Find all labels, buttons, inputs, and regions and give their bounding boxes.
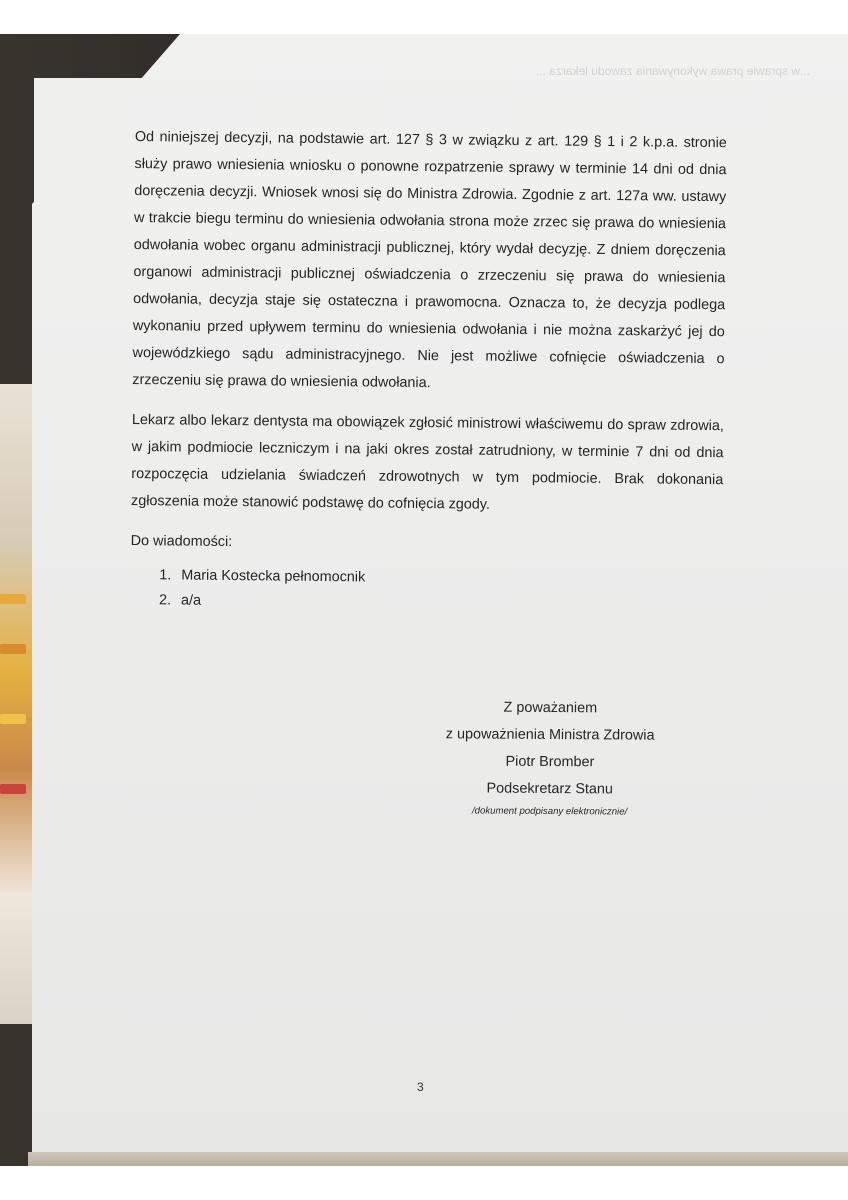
appeal-paragraph: Od niniejszej decyzji, na podstawie art. 127 § 3 w związku z art. 129 § 1 i 2 k.p.a. stronie służy prawo wniesienia wniosku o ponowne rozpatrzenie sprawy w terminie 14 dni od dnia doręczenia decyzji. Wniosek wnosi się do Ministra Zdrowia. Zgodnie z art. 127a ww. ustawy w trakcie biegu terminu do wniesienia odwołania strona może zrzec się prawa do wniesienia odwołania wobec organu administracji publicznej, który wydał decyzję. Z dniem doręczenia organowi administracji publicznej oświadczenia o zrzeczeniu się prawa do wniesienia odwołania, decyzja staje się ostateczna i prawomocna. Oznacza to, że decyzja podlega wykonaniu przed upływem terminu do wniesienia odwołania i nie można zaskarżyć jej do wojewódzkiego sądu administracyjnego. Nie jest możliwe cofnięcie oświadczenia o zrzeczeniu się prawa do wniesienia odwołania. bbox=[132, 128, 727, 392]
signature-block bbox=[420, 694, 681, 822]
list-item: 1. Maria Kostecka pełnomocnik bbox=[175, 563, 722, 594]
e-signature-note: /dokument podpisany elektronicznie/ bbox=[471, 805, 628, 818]
authority: z upoważnienia Ministra Zdrowia bbox=[445, 726, 655, 744]
pencil bbox=[0, 714, 26, 724]
signatory-position: Podsekretarz Stanu bbox=[486, 780, 614, 798]
pencil bbox=[0, 594, 26, 604]
notification-paragraph: Lekarz albo lekarz dentysta ma obowiązek zgłosić ministrowi właściwemu do spraw zdrowia, w jakim podmiocie leczniczym i na jaki okres został zatrudniony, w terminie 7 dni od dnia rozpoczęcia udzielania świadczeń zdrowotnych w tym podmiocie. Brak dokonania zgłoszenia może stanowić podstawę do cofnięcia zgody. bbox=[130, 411, 724, 513]
document-body bbox=[130, 124, 727, 619]
pencil bbox=[0, 784, 26, 794]
signatory-name: Piotr Bromber bbox=[505, 753, 595, 771]
closing: Z poważaniem bbox=[503, 699, 598, 717]
bleed-through-text: ...w sprawie prawa wykonywania zawodu lekarza ... bbox=[535, 64, 810, 78]
cc-list bbox=[130, 563, 722, 619]
pencil bbox=[0, 644, 26, 654]
desk-edge bbox=[28, 1152, 848, 1166]
list-item: 2. a/a bbox=[175, 588, 722, 619]
cc-title: Do wiadomości: bbox=[130, 532, 233, 551]
page-number: 3 bbox=[417, 1080, 424, 1094]
